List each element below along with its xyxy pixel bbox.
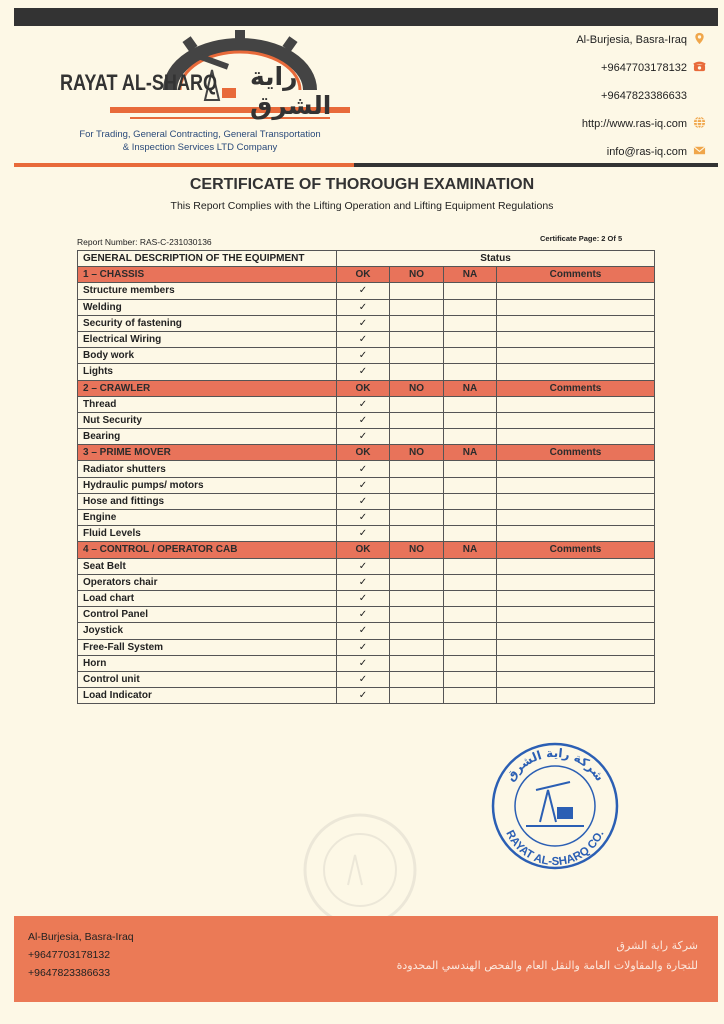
no-cell	[390, 461, 444, 477]
no-cell	[390, 623, 444, 639]
footer-arabic	[397, 936, 698, 976]
na-cell	[444, 590, 497, 606]
na-cell	[444, 315, 497, 331]
col-no: NO	[390, 380, 444, 396]
col-no: NO	[390, 542, 444, 558]
table-row	[78, 461, 655, 477]
item-label: Lights	[78, 364, 337, 380]
contact-address: Al-Burjesia, Basra-Iraq	[576, 32, 706, 60]
item-label: Hydraulic pumps/ motors	[78, 477, 337, 493]
section-header-row	[78, 542, 655, 558]
table-row	[78, 574, 655, 590]
ok-check-mark: ✓	[337, 283, 390, 299]
table-row	[78, 477, 655, 493]
comments-cell	[497, 348, 655, 364]
section-title: 1 – CHASSIS	[78, 267, 337, 283]
comments-cell	[497, 607, 655, 623]
na-cell	[444, 526, 497, 542]
na-cell	[444, 299, 497, 315]
ok-check-mark: ✓	[337, 590, 390, 606]
report-number: Report Number: RAS-C-231030136	[77, 237, 212, 247]
comments-cell	[497, 331, 655, 347]
item-label: Operators chair	[78, 574, 337, 590]
item-label: Electrical Wiring	[78, 331, 337, 347]
comments-cell	[497, 429, 655, 445]
ok-check-mark: ✓	[337, 493, 390, 509]
ok-check-mark: ✓	[337, 396, 390, 412]
contact-website[interactable]: http://www.ras-iq.com	[576, 116, 706, 144]
item-label: Free-Fall System	[78, 639, 337, 655]
table-row	[78, 623, 655, 639]
na-cell	[444, 412, 497, 428]
col-ok: OK	[337, 445, 390, 461]
globe-icon	[693, 116, 706, 129]
footer-phone2: +9647823386633	[28, 967, 111, 979]
na-cell	[444, 558, 497, 574]
na-cell	[444, 429, 497, 445]
ok-check-mark: ✓	[337, 412, 390, 428]
item-label: Seat Belt	[78, 558, 337, 574]
ok-check-mark: ✓	[337, 510, 390, 526]
no-cell	[390, 526, 444, 542]
comments-cell	[497, 396, 655, 412]
ok-check-mark: ✓	[337, 461, 390, 477]
na-cell	[444, 348, 497, 364]
ok-check-mark: ✓	[337, 429, 390, 445]
na-cell	[444, 607, 497, 623]
stamp-text-en: RAYAT AL-SHARQ CO.	[503, 828, 607, 869]
ok-check-mark: ✓	[337, 348, 390, 364]
comments-cell	[497, 477, 655, 493]
stamp-text-ar: شركة راية الشرق	[503, 745, 607, 784]
no-cell	[390, 429, 444, 445]
contact-phone2: +9647823386633	[601, 90, 687, 102]
no-cell	[390, 331, 444, 347]
item-label: Bearing	[78, 429, 337, 445]
item-label: Hose and fittings	[78, 493, 337, 509]
ok-check-mark: ✓	[337, 477, 390, 493]
comments-cell	[497, 364, 655, 380]
divider-dark	[354, 163, 718, 167]
table-row	[78, 364, 655, 380]
ok-check-mark: ✓	[337, 315, 390, 331]
table-row	[78, 510, 655, 526]
ok-check-mark: ✓	[337, 558, 390, 574]
col-na: NA	[444, 445, 497, 461]
col-comments: Comments	[497, 445, 655, 461]
ok-check-mark: ✓	[337, 655, 390, 671]
header-status: Status	[337, 251, 655, 267]
item-label: Body work	[78, 348, 337, 364]
no-cell	[390, 396, 444, 412]
comments-cell	[497, 671, 655, 687]
item-label: Structure members	[78, 283, 337, 299]
no-cell	[390, 574, 444, 590]
footer-ar-line2: للتجارة والمقاولات العامة والنقل العام والفحص الهندسي المحدودة	[396, 959, 698, 972]
ok-check-mark: ✓	[337, 331, 390, 347]
col-no: NO	[390, 267, 444, 283]
table-row	[78, 590, 655, 606]
table-row	[78, 412, 655, 428]
section-header-row	[78, 445, 655, 461]
col-no: NO	[390, 445, 444, 461]
comments-cell	[497, 558, 655, 574]
table-row	[78, 493, 655, 509]
header-description: GENERAL DESCRIPTION OF THE EQUIPMENT	[78, 251, 337, 267]
na-cell	[444, 510, 497, 526]
na-cell	[444, 655, 497, 671]
item-label: Horn	[78, 655, 337, 671]
na-cell	[444, 639, 497, 655]
telephone-icon	[693, 60, 706, 73]
ok-check-mark: ✓	[337, 299, 390, 315]
comments-cell	[497, 461, 655, 477]
na-cell	[444, 671, 497, 687]
footer-address: Al-Burjesia, Basra-Iraq	[28, 931, 134, 943]
col-na: NA	[444, 542, 497, 558]
col-comments: Comments	[497, 542, 655, 558]
svg-text:شركة راية الشرق	[503, 746, 607, 784]
section-title: 3 – PRIME MOVER	[78, 445, 337, 461]
na-cell	[444, 574, 497, 590]
item-label: Welding	[78, 299, 337, 315]
item-label: Control Panel	[78, 607, 337, 623]
comments-cell	[497, 493, 655, 509]
no-cell	[390, 688, 444, 704]
comments-cell	[497, 688, 655, 704]
ok-check-mark: ✓	[337, 574, 390, 590]
item-label: Control unit	[78, 671, 337, 687]
document-subtitle: This Report Complies with the Lifting Operation and Lifting Equipment Regulations	[170, 200, 554, 212]
na-cell	[444, 461, 497, 477]
no-cell	[390, 477, 444, 493]
item-label: Nut Security	[78, 412, 337, 428]
comments-cell	[497, 590, 655, 606]
svg-text:RAYAT AL-SHARQ CO.	[503, 829, 606, 868]
no-cell	[390, 299, 444, 315]
location-pin-icon	[693, 32, 706, 45]
col-ok: OK	[337, 267, 390, 283]
table-row	[78, 688, 655, 704]
col-ok: OK	[337, 380, 390, 396]
logo-text-ar: راية الشرق	[250, 62, 332, 120]
certificate-page: Certificate Page: 2 Of 5	[540, 234, 623, 243]
comments-cell	[497, 283, 655, 299]
no-cell	[390, 671, 444, 687]
comments-cell	[497, 574, 655, 590]
logo-text-en: RAYAT AL-SHARQ	[60, 70, 218, 95]
item-label: Engine	[78, 510, 337, 526]
divider-accent	[14, 163, 354, 167]
ok-check-mark: ✓	[337, 526, 390, 542]
no-cell	[390, 590, 444, 606]
table-row	[78, 526, 655, 542]
table-header-row	[78, 251, 655, 267]
table-row	[78, 283, 655, 299]
comments-cell	[497, 315, 655, 331]
na-cell	[444, 364, 497, 380]
no-cell	[390, 639, 444, 655]
comments-cell	[497, 412, 655, 428]
no-cell	[390, 558, 444, 574]
item-label: Thread	[78, 396, 337, 412]
no-cell	[390, 283, 444, 299]
table-row	[78, 639, 655, 655]
table-row	[78, 671, 655, 687]
table-row	[78, 299, 655, 315]
col-na: NA	[444, 267, 497, 283]
contact-block	[576, 32, 706, 172]
item-label: Security of fastening	[78, 315, 337, 331]
table-row	[78, 429, 655, 445]
section-header-row	[78, 380, 655, 396]
footer-contacts	[28, 928, 134, 982]
ok-check-mark: ✓	[337, 688, 390, 704]
footer-phone1: +9647703178132	[28, 949, 111, 961]
ok-check-mark: ✓	[337, 623, 390, 639]
na-cell	[444, 283, 497, 299]
contact-phone1: +9647703178132	[576, 60, 706, 88]
col-ok: OK	[337, 542, 390, 558]
company-subtitle: For Trading, General Contracting, General Transportation & Inspection Services LTD Company	[79, 129, 321, 153]
footer-band	[14, 916, 718, 1002]
company-stamp	[488, 742, 622, 870]
section-header-row	[78, 267, 655, 283]
na-cell	[444, 623, 497, 639]
item-label: Radiator shutters	[78, 461, 337, 477]
table-row	[78, 558, 655, 574]
footer-ar-line1: شركة راية الشرق	[616, 939, 698, 952]
ok-check-mark: ✓	[337, 364, 390, 380]
no-cell	[390, 348, 444, 364]
table-row	[78, 331, 655, 347]
no-cell	[390, 412, 444, 428]
na-cell	[444, 477, 497, 493]
table-row	[78, 396, 655, 412]
no-cell	[390, 364, 444, 380]
item-label: Load chart	[78, 590, 337, 606]
item-label: Fluid Levels	[78, 526, 337, 542]
comments-cell	[497, 623, 655, 639]
no-cell	[390, 315, 444, 331]
no-cell	[390, 510, 444, 526]
company-logo	[50, 30, 380, 130]
email-icon	[693, 144, 706, 157]
col-comments: Comments	[497, 380, 655, 396]
item-label: Joystick	[78, 623, 337, 639]
na-cell	[444, 493, 497, 509]
ok-check-mark: ✓	[337, 671, 390, 687]
table-row	[78, 607, 655, 623]
table-row	[78, 315, 655, 331]
no-cell	[390, 607, 444, 623]
comments-cell	[497, 655, 655, 671]
section-title: 2 – CRAWLER	[78, 380, 337, 396]
table-row	[78, 655, 655, 671]
col-comments: Comments	[497, 267, 655, 283]
section-title: 4 – CONTROL / OPERATOR CAB	[78, 542, 337, 558]
no-cell	[390, 493, 444, 509]
na-cell	[444, 396, 497, 412]
col-na: NA	[444, 380, 497, 396]
contact-email[interactable]: info@ras-iq.com	[576, 144, 706, 172]
comments-cell	[497, 299, 655, 315]
comments-cell	[497, 510, 655, 526]
examination-table	[77, 250, 655, 704]
na-cell	[444, 688, 497, 704]
item-label: Load Indicator	[78, 688, 337, 704]
no-cell	[390, 655, 444, 671]
ok-check-mark: ✓	[337, 607, 390, 623]
comments-cell	[497, 526, 655, 542]
top-bar	[14, 8, 718, 26]
na-cell	[444, 331, 497, 347]
ok-check-mark: ✓	[337, 639, 390, 655]
comments-cell	[497, 639, 655, 655]
table-row	[78, 348, 655, 364]
document-title: CERTIFICATE OF THOROUGH EXAMINATION	[189, 176, 535, 193]
